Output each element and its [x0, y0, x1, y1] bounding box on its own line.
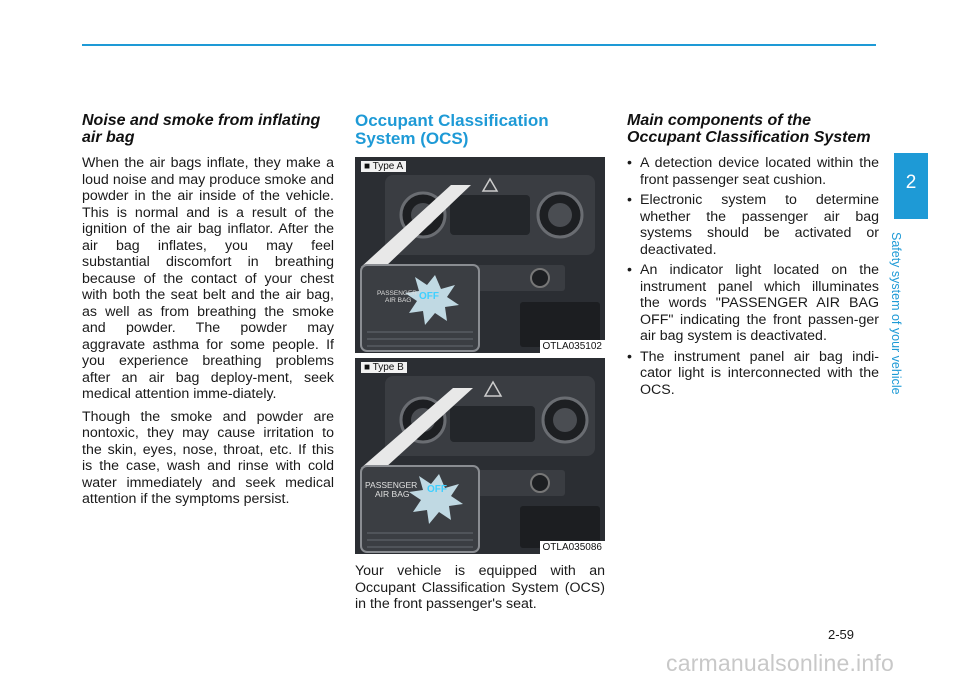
dashboard-illustration	[355, 157, 605, 353]
figure-code: OTLA035102	[540, 340, 606, 353]
column-ocs	[355, 112, 605, 159]
figure-code: OTLA035086	[540, 541, 606, 554]
bullet-icon: •	[627, 262, 632, 278]
column-main-components	[627, 112, 879, 402]
subhead-noise-smoke: Noise and smoke from inflating air bag	[82, 112, 321, 146]
watermark: carmanualsonline.info	[666, 650, 894, 676]
subhead-main-components: Main components of the Occupant Classification System	[627, 112, 871, 146]
paragraph: Though the smoke and powder are nontoxic, they may cause irritation to the skin, eyes, nose, throat, etc. If this is the case, wash and rinse with cold water immediately and seek medical attention if the symptoms persist.	[82, 408, 334, 507]
component-list	[627, 155, 879, 398]
figure-type-a	[355, 157, 605, 353]
panel-passenger-text: PASSENGER	[365, 480, 418, 490]
panel-airbag-text: AIR BAG	[375, 489, 410, 499]
panel-airbag-text: AIR BAG	[385, 297, 412, 304]
figure-type-label: ■ Type A	[361, 161, 406, 172]
list-item: • Electronic system to determine whether the passenger air bag systems should be activated or deactivated.	[627, 192, 879, 258]
list-item: • An indicator light located on the instrument panel which illuminates the words "PASSENGER AIR BAG OFF" indicating the front passen-ger air bag system is deactivated.	[627, 262, 879, 344]
panel-passenger-text: PASSENGER	[377, 290, 417, 297]
page-number: 2-59	[828, 627, 855, 642]
off-indicator-text: OFF	[427, 484, 447, 495]
section-title-ocs: Occupant Classification System (OCS)	[355, 111, 549, 148]
chapter-number: 2	[905, 172, 917, 193]
figure-type-b	[355, 358, 605, 554]
bullet-icon: •	[627, 348, 632, 365]
top-rule	[82, 44, 876, 46]
figure-type-label: ■ Type B	[361, 362, 407, 373]
chapter-tab	[894, 153, 928, 219]
list-item: • The instrument panel air bag indi-cator light is interconnected with the OCS.	[627, 348, 879, 398]
column-noise-smoke	[82, 112, 334, 514]
ocs-body	[355, 563, 605, 619]
list-item: • A detection device located within the front passenger seat cushion.	[627, 155, 879, 188]
off-indicator-text: OFF	[419, 291, 439, 302]
paragraph: Your vehicle is equipped with an Occupant Classification System (OCS) in the front passenger's seat.	[355, 563, 605, 612]
chapter-title-text: Safety system of your vehicle	[889, 232, 903, 395]
paragraph: When the air bags inflate, they make a loud noise and may produce smoke and powder in the air inside of the vehicle. This is normal and is a result of the ignition of the air bag inflator. After the air bag inflates, you may feel substantial discomfort in breathing because of the contact of your chest with both the seat belt and the air bag, as well as from breathing the smoke and powder. The powder may aggravate asthma for some people. If you experience breathing problems after an air bag deploy-ment, seek medical attention imme-diately.	[82, 155, 334, 402]
bullet-icon: •	[627, 192, 632, 208]
bullet-icon: •	[627, 155, 632, 171]
dashboard-illustration	[355, 358, 605, 554]
